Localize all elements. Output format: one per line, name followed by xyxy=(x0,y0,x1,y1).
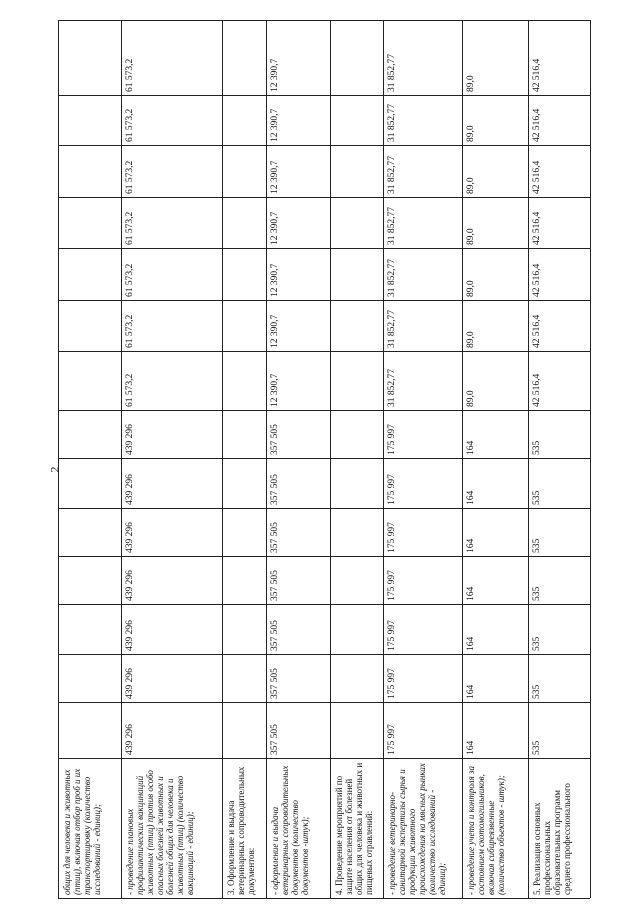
table-value xyxy=(122,95,222,145)
table-value-text: 164 xyxy=(466,538,476,553)
table-value-text: 42 516,4 xyxy=(532,263,542,297)
table-value xyxy=(122,410,222,458)
table-value-text: 31 852,77 xyxy=(387,369,397,407)
page-number: 2 xyxy=(47,466,62,473)
table-value-text: 89,0 xyxy=(466,75,476,92)
table-value-text: 89,0 xyxy=(466,390,476,407)
table-value xyxy=(463,556,528,604)
table-value-text: 535 xyxy=(532,586,542,601)
table-value xyxy=(384,145,462,197)
table-value-text: 439 296 xyxy=(125,620,135,651)
table-value xyxy=(529,654,590,702)
table-value xyxy=(529,145,590,197)
table-value-text: 535 xyxy=(532,538,542,553)
table-value-text: 164 xyxy=(466,740,476,755)
table-value xyxy=(384,508,462,556)
table-value-text: 357 505 xyxy=(270,724,280,755)
table-value-text: 31 852,77 xyxy=(387,104,397,142)
table-value xyxy=(122,351,222,410)
table-value-text: 42 516,4 xyxy=(532,314,542,348)
table-value-text: 357 505 xyxy=(270,570,280,601)
table-value xyxy=(122,654,222,702)
table-value xyxy=(384,20,462,95)
table-value-text: 31 852,77 xyxy=(387,54,397,92)
table-value xyxy=(529,300,590,351)
table-value xyxy=(529,458,590,508)
table-value-text: 12 390,7 xyxy=(270,58,280,92)
table-value-text: 61 573,2 xyxy=(125,211,135,245)
row-label-text: 5. Реализация основных профессиональных образовательных программ среднего профессионального xyxy=(532,783,572,895)
table-value-text: 89,0 xyxy=(466,228,476,245)
row-label xyxy=(463,758,528,898)
table-value-text: 12 390,7 xyxy=(270,263,280,297)
row-label-text: - оформление и выдача ветеринарных сопроводительных документов (количество документов -штук); xyxy=(270,765,310,895)
table-value xyxy=(463,351,528,410)
table-value xyxy=(463,20,528,95)
table-value xyxy=(463,300,528,351)
table-value-text: 164 xyxy=(466,636,476,651)
table-value xyxy=(384,410,462,458)
row-label-text: 3. Оформление и выдача ветеринарных сопроводительных документов: xyxy=(226,766,256,895)
table-value-text: 357 505 xyxy=(270,668,280,699)
column-border xyxy=(58,898,590,899)
table-value-text: 164 xyxy=(466,440,476,455)
table-value-text: 89,0 xyxy=(466,177,476,194)
table-value xyxy=(463,508,528,556)
table-value xyxy=(384,197,462,248)
table-value-text: 42 516,4 xyxy=(532,58,542,92)
table-value-text: 175 997 xyxy=(387,668,397,699)
table-value-text: 89,0 xyxy=(466,125,476,142)
table-value-text: 439 296 xyxy=(125,424,135,455)
table-value xyxy=(384,458,462,508)
row-label-text: 4. Проведение мероприятий по защите населения от болезней общих для человека и животных и пищевых отравлений: xyxy=(334,762,374,895)
table-value-text: 175 997 xyxy=(387,522,397,553)
table-value-text: 12 390,7 xyxy=(270,211,280,245)
table-value xyxy=(267,458,330,508)
table-value xyxy=(529,351,590,410)
table-value xyxy=(463,248,528,300)
table-value-text: 357 505 xyxy=(270,424,280,455)
table-value xyxy=(529,508,590,556)
table-value-text: 42 516,4 xyxy=(532,108,542,142)
table-value-text: 164 xyxy=(466,490,476,505)
table-value xyxy=(529,604,590,654)
table-value-text: 31 852,77 xyxy=(387,207,397,245)
table-value xyxy=(463,604,528,654)
table-value xyxy=(529,95,590,145)
table-value-text: 535 xyxy=(532,636,542,651)
table-value xyxy=(463,197,528,248)
table-value-text: 535 xyxy=(532,684,542,699)
table-value xyxy=(384,654,462,702)
row-label xyxy=(384,758,462,898)
table-value xyxy=(267,351,330,410)
table-value xyxy=(384,604,462,654)
table-value-text: 357 505 xyxy=(270,474,280,505)
table-value-text: 31 852,77 xyxy=(387,310,397,348)
table-value xyxy=(529,248,590,300)
table-value-text: 31 852,77 xyxy=(387,259,397,297)
table-value xyxy=(384,556,462,604)
table-value xyxy=(529,197,590,248)
table-value xyxy=(267,145,330,197)
table-value xyxy=(122,702,222,758)
table-value xyxy=(267,556,330,604)
table-value xyxy=(267,508,330,556)
table-value-text: 535 xyxy=(532,740,542,755)
table-value-text: 61 573,2 xyxy=(125,314,135,348)
table-value xyxy=(122,458,222,508)
table-value-text: 439 296 xyxy=(125,724,135,755)
table-value-text: 89,0 xyxy=(466,280,476,297)
table-value xyxy=(122,604,222,654)
table-value-text: 12 390,7 xyxy=(270,160,280,194)
table-value-text: 357 505 xyxy=(270,620,280,651)
table-value xyxy=(267,300,330,351)
table-value xyxy=(122,20,222,95)
row-label-text: общих для человека и животных (птиц), включая отбор проб и их транспортировку (количество исследований - единиц); xyxy=(62,768,102,895)
table-value xyxy=(122,248,222,300)
table-value xyxy=(267,197,330,248)
row-label-text: - проведение учета и контроля за состоянием скотомогильников, включая сибиреязвенные (количество объектов - штук); xyxy=(466,765,506,895)
table-value-text: 42 516,4 xyxy=(532,160,542,194)
table-value xyxy=(463,458,528,508)
table-value xyxy=(529,556,590,604)
table-value-text: 61 573,2 xyxy=(125,263,135,297)
table-value-text: 61 573,2 xyxy=(125,373,135,407)
table-value xyxy=(384,702,462,758)
table-value-text: 31 852,77 xyxy=(387,156,397,194)
row-label xyxy=(122,758,222,898)
table-value xyxy=(384,351,462,410)
row-label xyxy=(331,758,383,898)
table-value-text: 164 xyxy=(466,684,476,699)
table-value-text: 357 505 xyxy=(270,522,280,553)
table-value xyxy=(384,248,462,300)
table-value-text: 61 573,2 xyxy=(125,160,135,194)
row-label xyxy=(59,758,121,898)
table-value xyxy=(267,654,330,702)
table-value-text: 42 516,4 xyxy=(532,211,542,245)
table-value-text: 12 390,7 xyxy=(270,373,280,407)
table-value xyxy=(384,300,462,351)
table-value xyxy=(463,145,528,197)
row-label-text: - проведение плановых профилактических вакцинаций животных (птиц) против особо опасных болезней животных и болезней общих для человека и животных (птиц) (количество вакцинаций - единиц); xyxy=(125,770,195,895)
table-value xyxy=(122,300,222,351)
table-value xyxy=(122,197,222,248)
table-value xyxy=(463,95,528,145)
table-value-text: 175 997 xyxy=(387,474,397,505)
table-value xyxy=(384,95,462,145)
table-value xyxy=(267,702,330,758)
table-value-text: 61 573,2 xyxy=(125,108,135,142)
table-value-text: 439 296 xyxy=(125,570,135,601)
table-value-text: 535 xyxy=(532,440,542,455)
table-value-text: 439 296 xyxy=(125,668,135,699)
table-value-text: 42 516,4 xyxy=(532,373,542,407)
table-value-text: 439 296 xyxy=(125,474,135,505)
row-label xyxy=(223,758,266,898)
table-value xyxy=(267,248,330,300)
table-value xyxy=(529,20,590,95)
table-value xyxy=(463,654,528,702)
table-value xyxy=(122,508,222,556)
table-value-text: 175 997 xyxy=(387,570,397,601)
table-value xyxy=(529,410,590,458)
row-label-text: - проведение ветеринарно-санитарной экспертизы сырья и продукции животного происхождения на мясных рынках (количество исследований - единиц); xyxy=(387,763,447,895)
table-value-text: 12 390,7 xyxy=(270,108,280,142)
table-value xyxy=(267,604,330,654)
table-value xyxy=(267,20,330,95)
table-value xyxy=(122,145,222,197)
table-value xyxy=(529,702,590,758)
table-value-text: 175 997 xyxy=(387,724,397,755)
table-value-text: 175 997 xyxy=(387,424,397,455)
table-value xyxy=(122,556,222,604)
table-value xyxy=(463,410,528,458)
table-value-text: 175 997 xyxy=(387,620,397,651)
table-value-text: 89,0 xyxy=(466,331,476,348)
table-value-text: 164 xyxy=(466,586,476,601)
row-border xyxy=(590,20,591,898)
row-label xyxy=(267,758,330,898)
table-value-text: 535 xyxy=(532,490,542,505)
table-value-text: 12 390,7 xyxy=(270,314,280,348)
table-value xyxy=(463,702,528,758)
row-label xyxy=(529,758,590,898)
table-value-text: 439 296 xyxy=(125,522,135,553)
table-value xyxy=(267,410,330,458)
table-value xyxy=(267,95,330,145)
table-value-text: 61 573,2 xyxy=(125,58,135,92)
